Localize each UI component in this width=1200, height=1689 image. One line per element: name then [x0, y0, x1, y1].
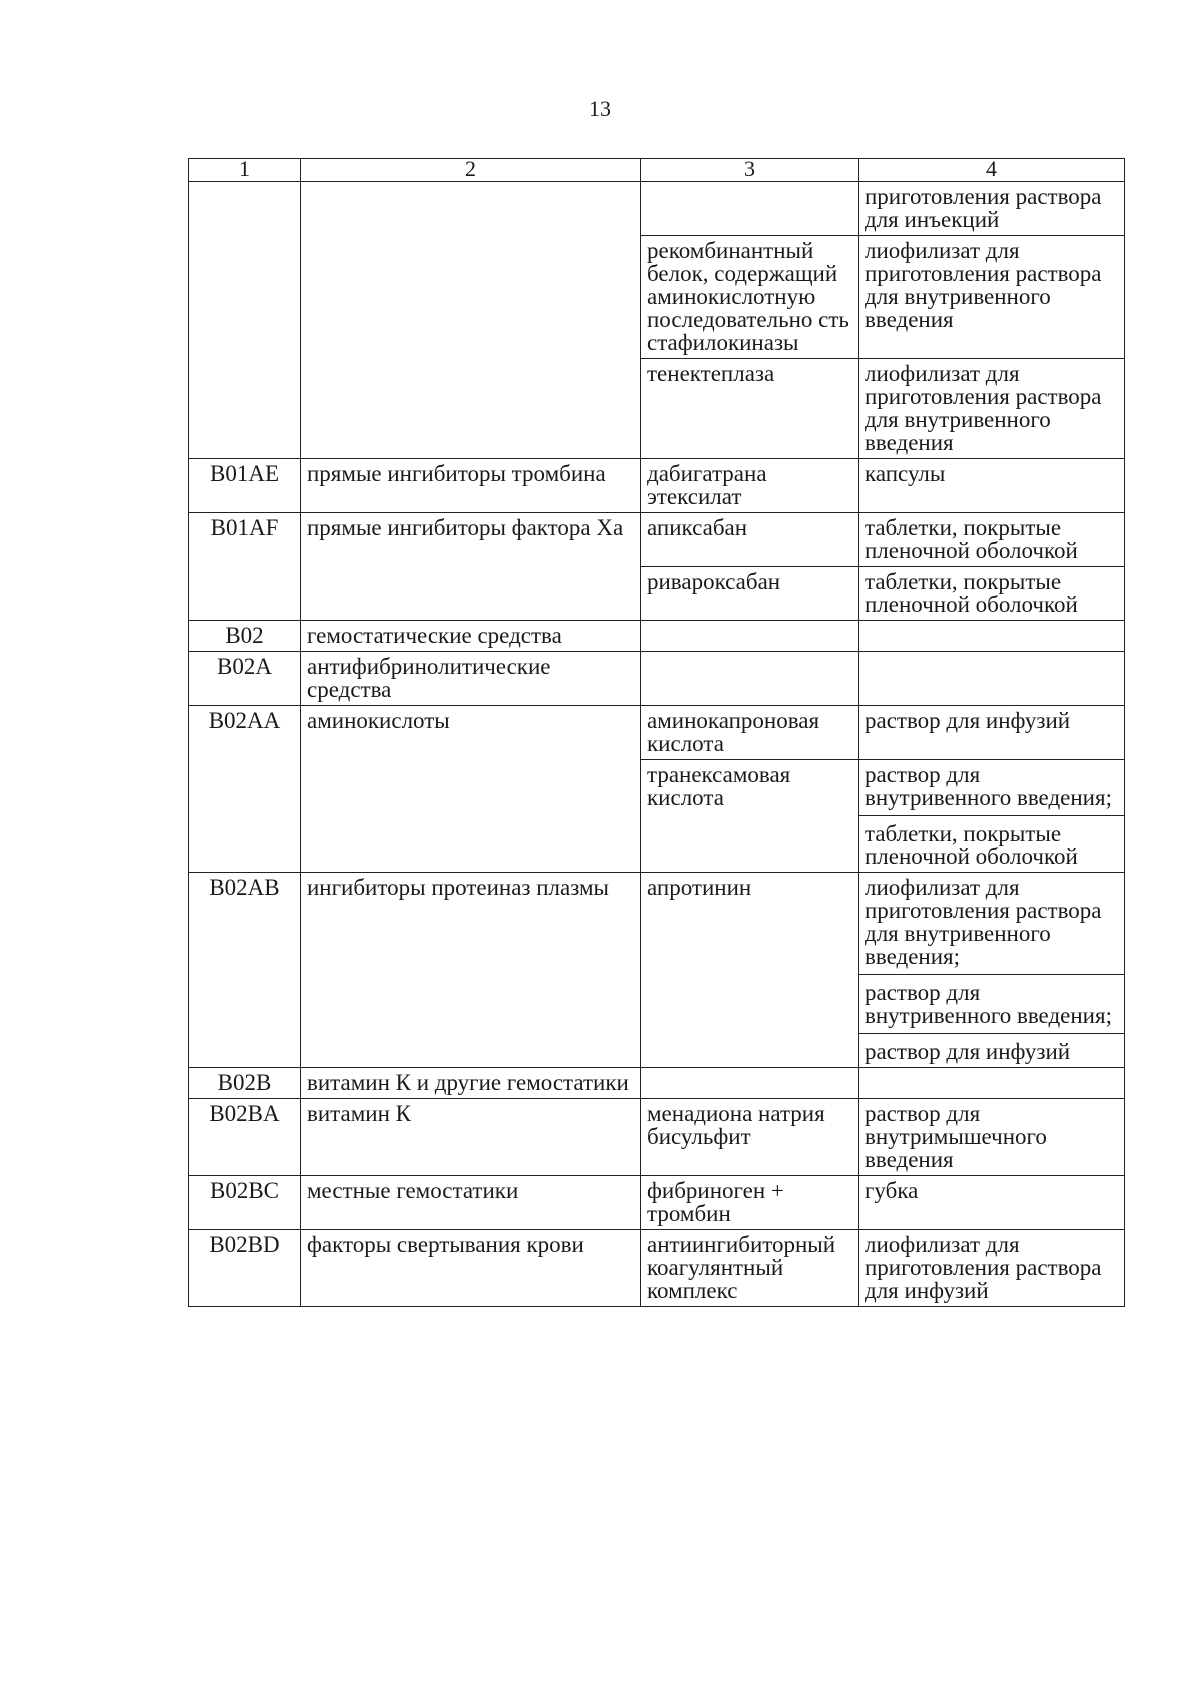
group-cell: ингибиторы протеиназ плазмы — [301, 873, 641, 1068]
table-row — [189, 706, 1125, 760]
form-cell — [859, 513, 1125, 567]
form-cell — [859, 1176, 1125, 1230]
drug-cell: апиксабан — [641, 513, 859, 567]
form-cell — [859, 359, 1125, 459]
code-cell: B02 — [189, 621, 301, 652]
code-cell: B01AF — [189, 513, 301, 621]
group-cell: витамин К — [301, 1099, 641, 1176]
form-cell — [859, 873, 1125, 1068]
continuation-row — [189, 182, 1125, 236]
table-row — [189, 873, 1125, 1068]
dosage-form: раствор для внутримышечного введения — [865, 1101, 1047, 1172]
dosage-form: раствор для внутривенного введения; — [859, 974, 1124, 1027]
dosage-form: раствор для внутривенного введения; — [865, 762, 1112, 810]
code-cell: B02A — [189, 652, 301, 706]
table-row — [189, 1230, 1125, 1307]
code-cell: B01AE — [189, 459, 301, 513]
drug-cell: фибриноген + тромбин — [641, 1176, 859, 1230]
column-header: 2 — [301, 159, 641, 182]
code-cell: B02B — [189, 1068, 301, 1099]
group-cell: местные гемостатики — [301, 1176, 641, 1230]
drug-cell — [641, 1068, 859, 1099]
code-cell: B02AA — [189, 706, 301, 873]
drug-cell — [641, 182, 859, 236]
form-cell — [859, 652, 1125, 706]
group-cell: аминокислоты — [301, 706, 641, 873]
table-row — [189, 652, 1125, 706]
group-cell: прямые ингибиторы фактора Ха — [301, 513, 641, 621]
header-row — [189, 159, 1125, 182]
form-cell — [859, 706, 1125, 760]
group-cell: гемостатические средства — [301, 621, 641, 652]
group-cell: факторы свертывания крови — [301, 1230, 641, 1307]
code-cell: B02BD — [189, 1230, 301, 1307]
code-cell — [189, 182, 301, 459]
form-cell — [859, 1230, 1125, 1307]
drug-table — [188, 158, 1125, 1307]
table-row — [189, 1176, 1125, 1230]
drug-cell — [641, 621, 859, 652]
column-header: 1 — [189, 159, 301, 182]
drug-cell: антиингибиторный коагулянтный комплекс — [641, 1230, 859, 1307]
page-number: 13 — [589, 96, 611, 121]
form-cell — [859, 567, 1125, 621]
dosage-form: таблетки, покрытые пленочной оболочкой — [865, 569, 1078, 617]
dosage-form: лиофилизат для приготовления раствора для внутривенного введения; — [865, 875, 1102, 969]
drug-cell: ривароксабан — [641, 567, 859, 621]
form-cell: приготовления раствора для инъекций — [859, 182, 1125, 236]
drug-cell: апротинин — [641, 873, 859, 1068]
dosage-form: лиофилизат для приготовления раствора для внутривенного введения — [865, 238, 1102, 332]
drug-cell: дабигатрана этексилат — [641, 459, 859, 513]
dosage-form: таблетки, покрытые пленочной оболочкой — [859, 815, 1124, 868]
form-cell — [859, 236, 1125, 359]
drug-cell: транексамовая кислота — [641, 760, 859, 873]
form-cell — [859, 1099, 1125, 1176]
table-row — [189, 513, 1125, 567]
dosage-form: таблетки, покрытые пленочной оболочкой — [865, 515, 1078, 563]
code-cell: B02BC — [189, 1176, 301, 1230]
dosage-form: раствор для инфузий — [859, 1033, 1124, 1063]
table-row — [189, 1068, 1125, 1099]
form-cell — [859, 1068, 1125, 1099]
drug-cell: рекомбинантный белок, содержащий аминокислотную последовательно сть стафилокиназы — [641, 236, 859, 359]
table-row — [189, 621, 1125, 652]
form-cell — [859, 459, 1125, 513]
table-row — [189, 1099, 1125, 1176]
group-cell — [301, 182, 641, 459]
column-header: 4 — [859, 159, 1125, 182]
code-cell: B02AB — [189, 873, 301, 1068]
group-cell: витамин К и другие гемостатики — [301, 1068, 641, 1099]
form-cell — [859, 621, 1125, 652]
group-cell: прямые ингибиторы тромбина — [301, 459, 641, 513]
drug-cell: аминокапроновая кислота — [641, 706, 859, 760]
dosage-form: раствор для инфузий — [865, 708, 1071, 733]
drug-cell — [641, 652, 859, 706]
column-header: 3 — [641, 159, 859, 182]
table-row — [189, 459, 1125, 513]
code-cell: B02BA — [189, 1099, 301, 1176]
dosage-form: лиофилизат для приготовления раствора для инфузий — [865, 1232, 1102, 1303]
dosage-form: губка — [865, 1178, 919, 1203]
form-cell — [859, 760, 1125, 873]
dosage-form: капсулы — [865, 461, 946, 486]
drug-cell: тенектеплаза — [641, 359, 859, 459]
group-cell: антифибринолитические средства — [301, 652, 641, 706]
dosage-form: лиофилизат для приготовления раствора для внутривенного введения — [865, 361, 1102, 455]
drug-cell: менадиона натрия бисульфит — [641, 1099, 859, 1176]
